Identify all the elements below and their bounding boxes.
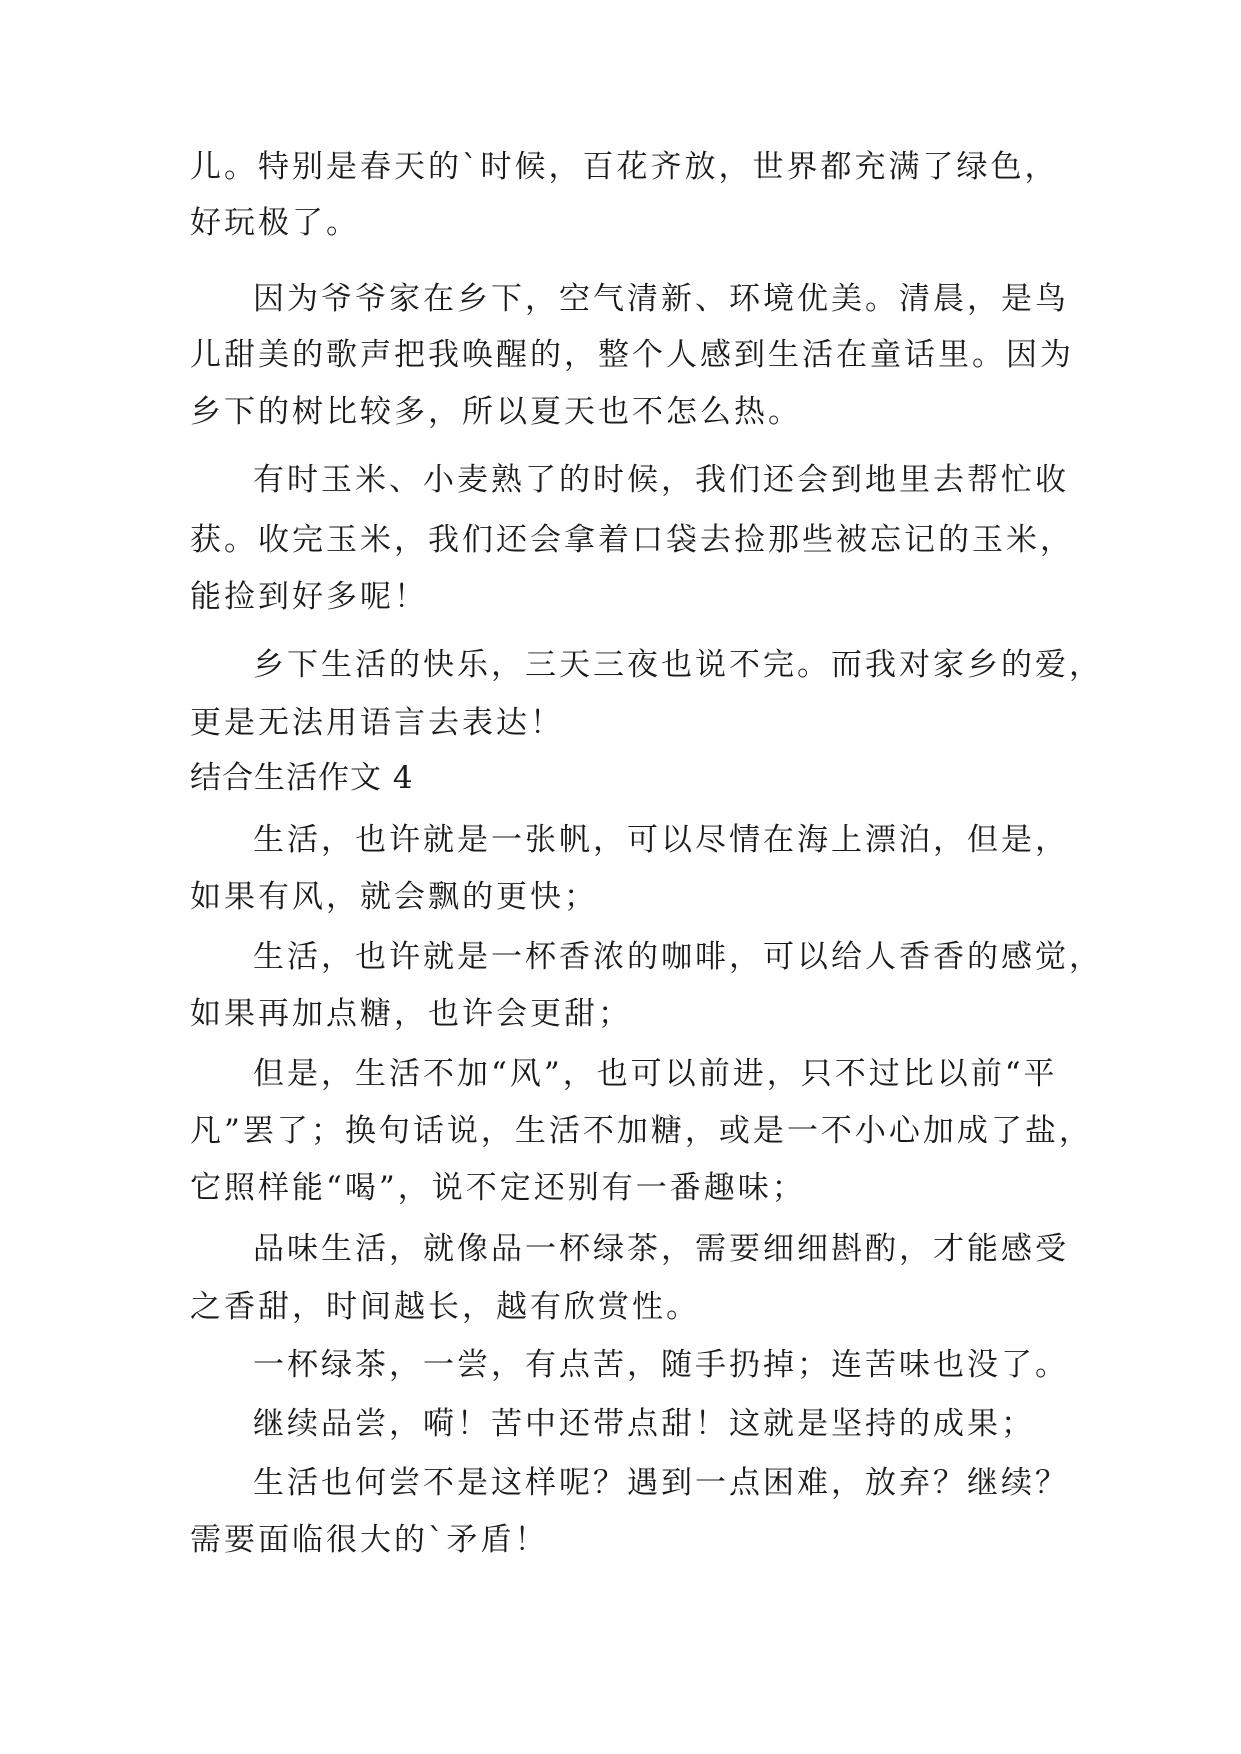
text-line: 之香甜，时间越长，越有欣赏性。 <box>190 1289 700 1325</box>
text-line: 需要面临很大的`矛盾！ <box>190 1522 549 1558</box>
text-line: 儿甜美的歌声把我唤醒的，整个人感到生活在童话里。因为 <box>190 337 1074 373</box>
paragraph-start: 一杯绿茶，一尝，有点苦，随手扔掉；连苦味也没了。 <box>253 1347 1069 1383</box>
paragraph-start: 品味生活，就像品一杯绿茶，需要细细斟酌，才能感受 <box>253 1231 1069 1267</box>
text-line: 如果再加点糖，也许会更甜； <box>190 996 632 1032</box>
paragraph-start: 有时玉米、小麦熟了的时候，我们还会到地里去帮忙收 <box>253 462 1069 498</box>
text-line: 凡”罢了；换句话说，生活不加糖，或是一不小心加成了盐， <box>190 1113 1093 1149</box>
text-line: 它照样能“喝”，说不定还别有一番趣味； <box>190 1170 806 1206</box>
paragraph-start: 继续品尝，嗬！苦中还带点甜！这就是坚持的成果； <box>253 1406 1035 1442</box>
paragraph-start: 但是，生活不加“风”，也可以前进，只不过比以前“平 <box>253 1056 1058 1092</box>
text-line: 如果有风，就会飘的更快； <box>190 879 598 915</box>
text-line: 更是无法用语言去表达！ <box>190 705 564 741</box>
paragraph-start: 因为爷爷家在乡下，空气清新、环境优美。清晨，是鸟 <box>253 281 1069 317</box>
paragraph-start: 生活也何尝不是这样呢？遇到一点困难，放弃？继续？ <box>253 1465 1069 1501</box>
section-heading: 结合生活作文 4 <box>190 760 414 796</box>
text-line: 能捡到好多呢！ <box>190 579 428 615</box>
paragraph-start: 生活，也许就是一张帆，可以尽情在海上漂泊，但是， <box>253 822 1069 858</box>
text-line: 儿。特别是春天的`时候，百花齐放，世界都充满了绿色， <box>190 149 1059 185</box>
text-line: 好玩极了。 <box>190 205 360 241</box>
text-line: 获。收完玉米，我们还会拿着口袋去捡那些被忘记的玉米， <box>190 522 1074 558</box>
text-line: 乡下的树比较多，所以夏天也不怎么热。 <box>190 394 802 430</box>
paragraph-start: 乡下生活的快乐，三天三夜也说不完。而我对家乡的爱， <box>253 647 1103 683</box>
paragraph-start: 生活，也许就是一杯香浓的咖啡，可以给人香香的感觉， <box>253 939 1103 975</box>
